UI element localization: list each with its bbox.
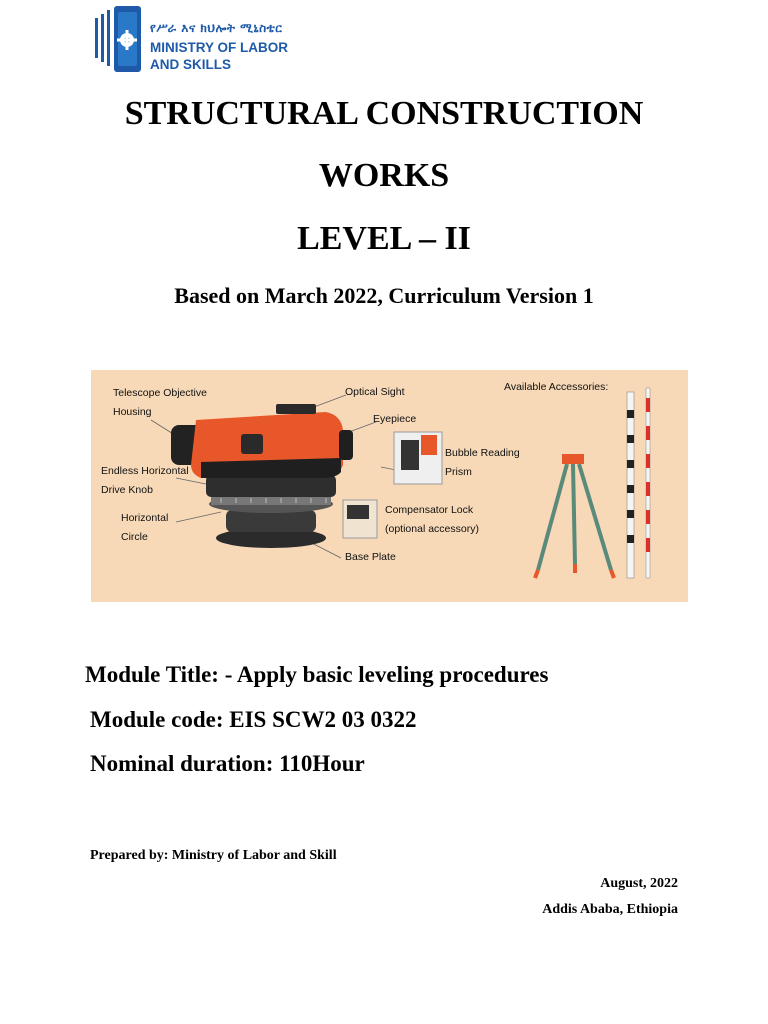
title-line-1: STRUCTURAL CONSTRUCTION xyxy=(124,95,644,132)
logo-line-1: MINISTRY OF LABOR xyxy=(150,40,288,55)
label-optical-sight: Optical Sight xyxy=(345,386,405,398)
subtitle: Based on March 2022, Curriculum Version 1 xyxy=(174,283,594,308)
label-endless-knob: Endless Horizontal Drive Knob xyxy=(101,465,189,496)
title-line-3: LEVEL – II xyxy=(297,220,471,257)
logo-line-2: AND SKILLS xyxy=(150,57,231,72)
leveling-instrument-figure xyxy=(91,370,688,602)
label-horizontal-circle: Horizontal Circle xyxy=(121,512,169,543)
module-duration: Nominal duration: 110Hour xyxy=(90,751,365,776)
publication-date: August, 2022 xyxy=(600,876,678,891)
label-telescope-housing: Telescope Objective Housing xyxy=(113,387,207,418)
label-accessories: Available Accessories: xyxy=(504,381,609,393)
ministry-logo-icon xyxy=(93,4,145,76)
prepared-by: Prepared by: Ministry of Labor and Skill xyxy=(90,848,337,863)
publication-place: Addis Ababa, Ethiopia xyxy=(542,902,678,917)
module-title: Module Title: - Apply basic leveling procedures xyxy=(85,662,549,687)
label-compensator-lock: Compensator Lock (optional accessory) xyxy=(385,504,479,535)
module-code: Module code: EIS SCW2 03 0322 xyxy=(90,707,417,732)
title-line-2: WORKS xyxy=(318,157,450,194)
logo-amharic-text: የሥራ እና ክህሎት ሚኒስቴር xyxy=(150,21,283,35)
tripod-icon xyxy=(535,454,614,578)
label-bubble-prism: Bubble Reading Prism xyxy=(445,447,520,478)
label-base-plate: Base Plate xyxy=(345,551,396,563)
label-eyepiece: Eyepiece xyxy=(373,413,417,425)
ministry-logo xyxy=(93,4,288,76)
